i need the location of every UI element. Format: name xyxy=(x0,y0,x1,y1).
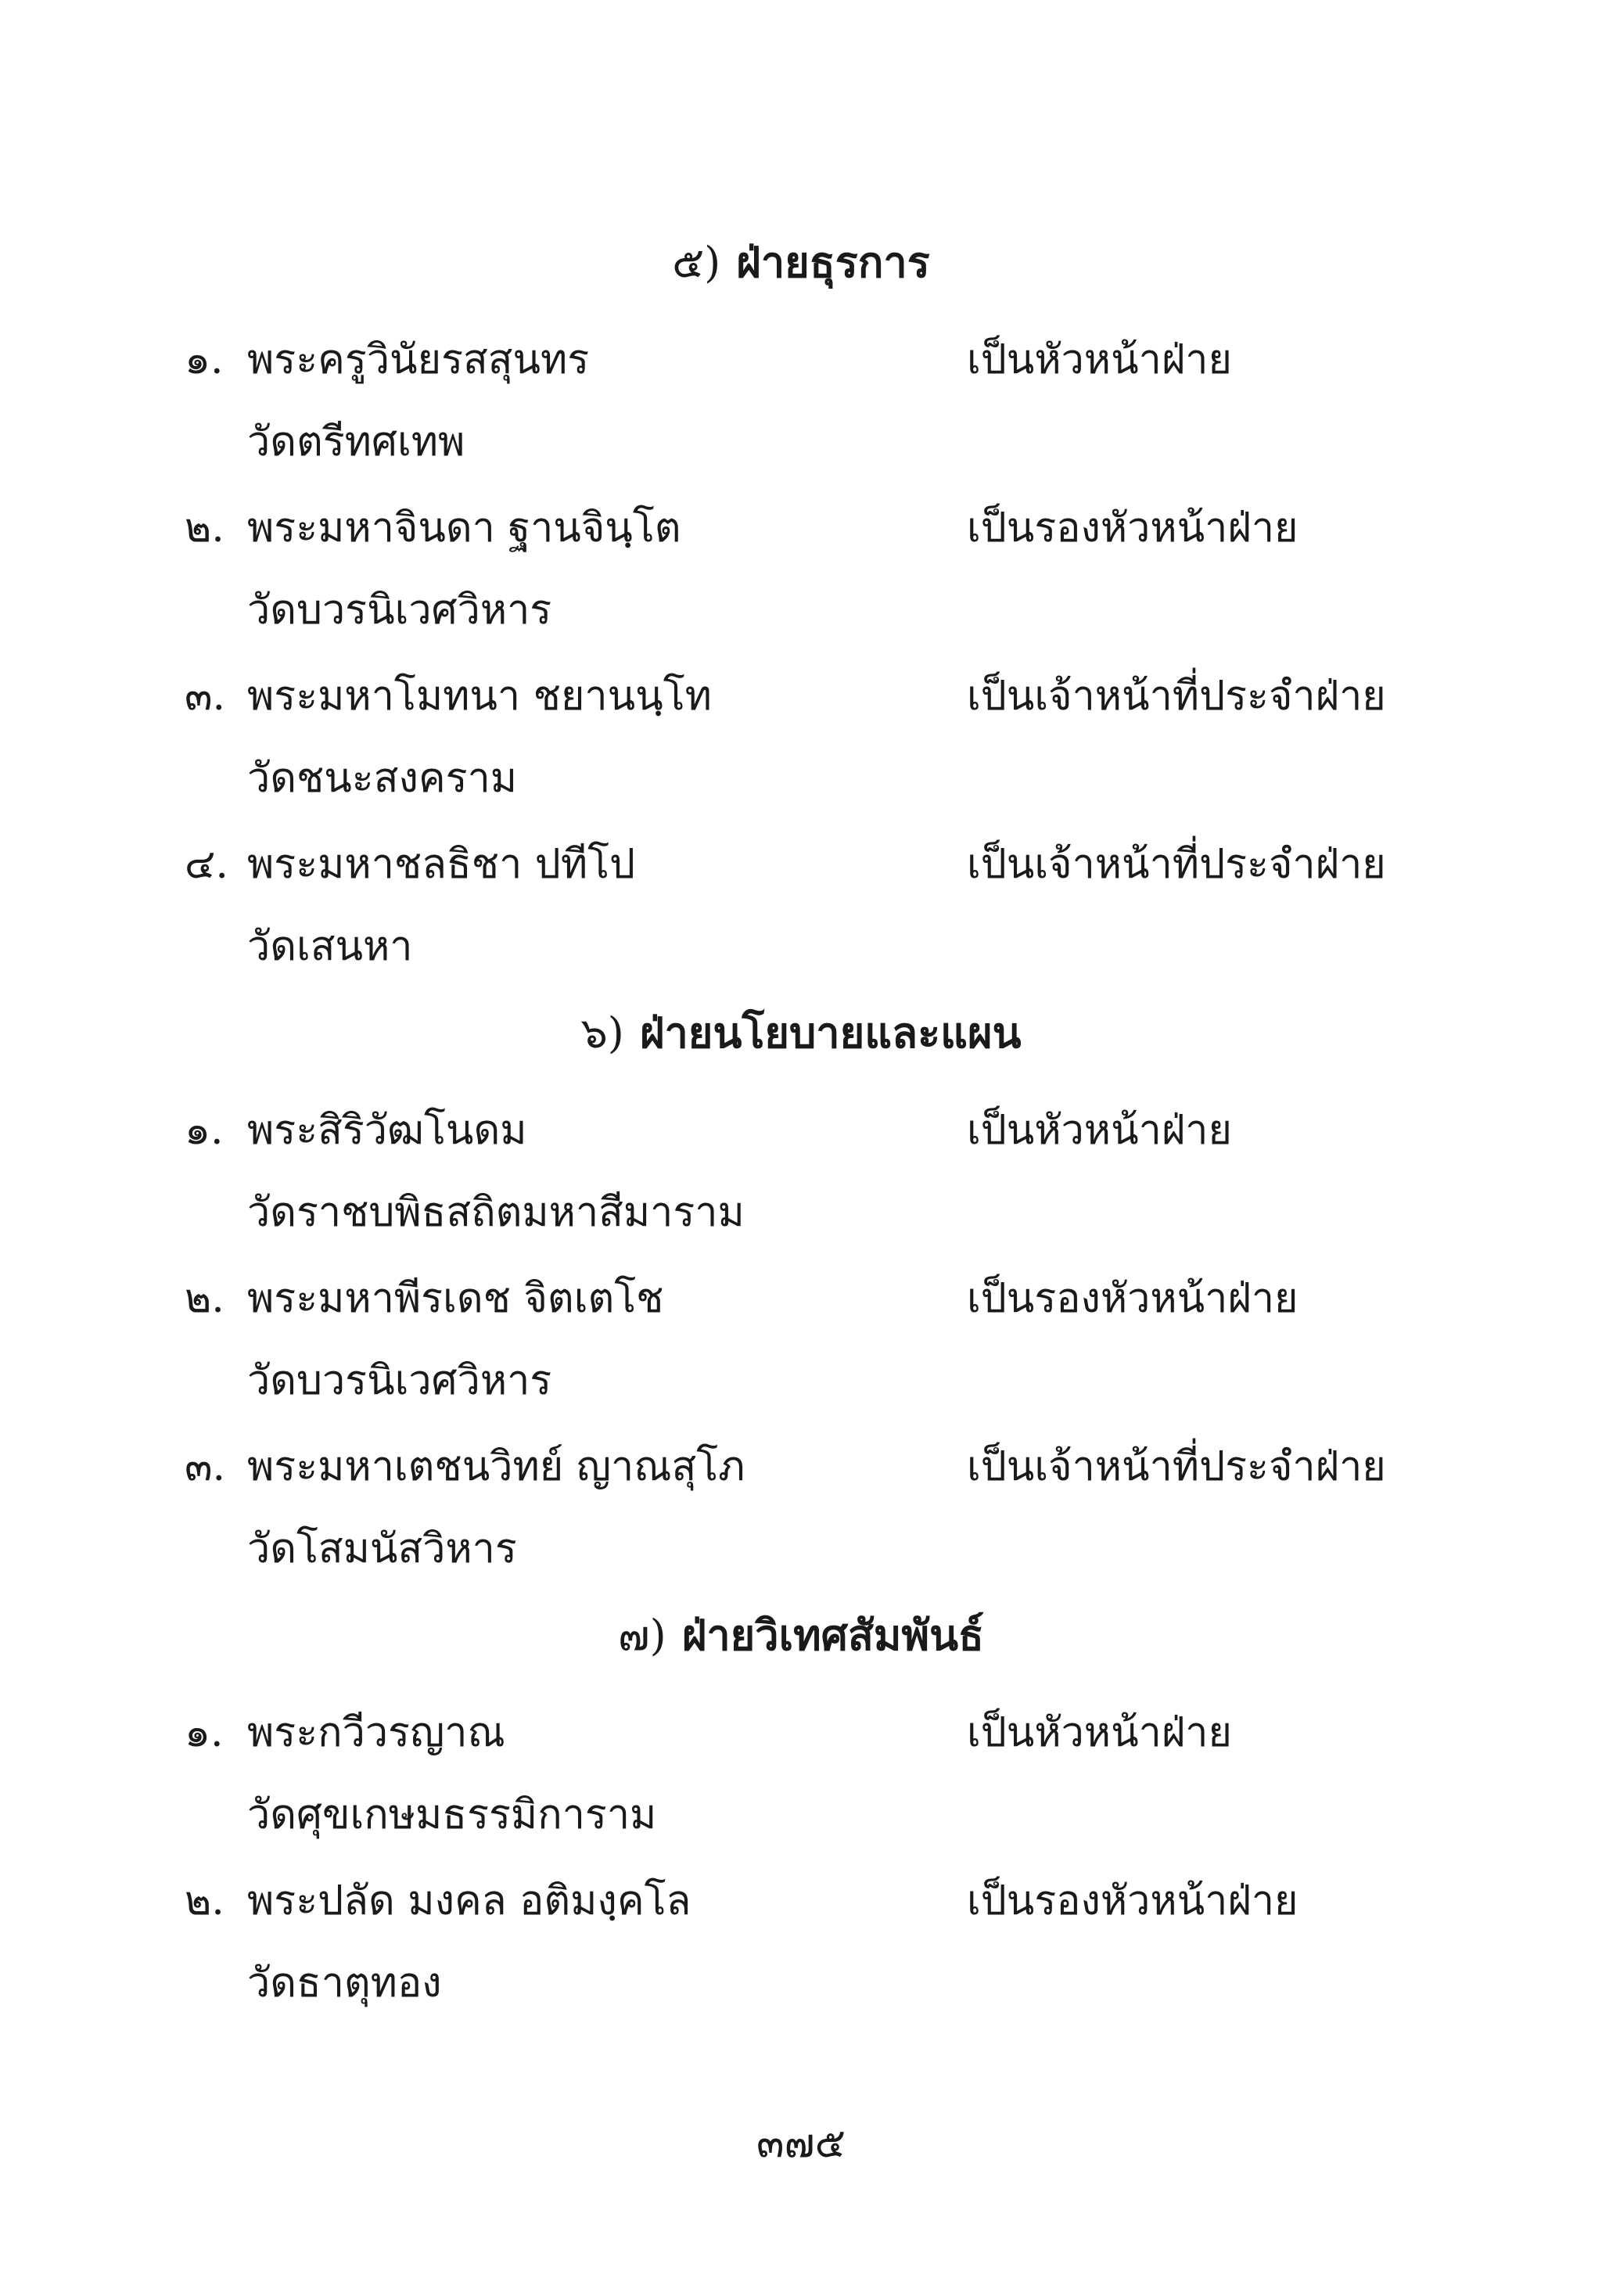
section-number: ๗) xyxy=(618,1611,666,1660)
entry-name: พระสิริวัฒโนดม xyxy=(247,1107,527,1154)
entry-temple: วัดบวรนิเวศวิหาร xyxy=(247,587,552,634)
entry-role: เป็นหัวหน้าฝ่าย xyxy=(967,1107,1232,1154)
list-item xyxy=(0,1870,1602,2034)
entry-temple: วัดเสนหา xyxy=(247,923,413,970)
section-title: ฝ่ายธุรการ xyxy=(736,237,930,287)
entry-role: เป็นเจ้าหน้าที่ประจำฝ่าย xyxy=(967,1443,1386,1490)
entry-number: ๑. xyxy=(185,1107,224,1154)
list-item xyxy=(0,1099,1602,1263)
entry-name: พระครูวินัยรสสุนทร xyxy=(247,336,590,383)
entry-role: เป็นเจ้าหน้าที่ประจำฝ่าย xyxy=(967,841,1386,888)
entry-number: ๒. xyxy=(185,505,224,552)
entry-name: พระกวีวรญาณ xyxy=(247,1709,505,1756)
entry-name: พระมหาจินดา ฐานจินฺโต xyxy=(247,505,681,552)
section-title: ฝ่ายวิเทศสัมพันธ์ xyxy=(681,1610,984,1660)
entry-number: ๓. xyxy=(185,673,226,720)
entry-name: พระปลัด มงคล อติมงฺคโล xyxy=(247,1877,691,1924)
entry-temple: วัดชนะสงคราม xyxy=(247,755,518,802)
section-heading xyxy=(0,231,1602,294)
entry-role: เป็นรองหัวหน้าฝ่าย xyxy=(967,1877,1298,1924)
list-item xyxy=(0,329,1602,493)
entry-temple: วัดศุขเกษมธรรมิการาม xyxy=(247,1791,657,1838)
list-item xyxy=(0,1267,1602,1432)
entry-name: พระมหาเตชนวิทย์ ญาณสุโภ xyxy=(247,1443,745,1490)
entry-role: เป็นหัวหน้าฝ่าย xyxy=(967,1709,1232,1756)
list-item xyxy=(0,665,1602,829)
list-item xyxy=(0,497,1602,661)
list-item xyxy=(0,1435,1602,1600)
entry-temple: วัดตรีทศเทพ xyxy=(247,419,465,465)
entry-temple: วัดธาตุทอง xyxy=(247,1960,442,2007)
section-number: ๕) xyxy=(672,238,721,287)
section-heading xyxy=(0,1604,1602,1667)
section-heading xyxy=(0,1001,1602,1065)
entry-name: พระมหาโมทนา ชยานนฺโท xyxy=(247,673,712,720)
section-title: ฝ่ายนโยบายและแผน xyxy=(639,1008,1022,1058)
entry-temple: วัดบวรนิเวศวิหาร xyxy=(247,1357,552,1404)
entry-role: เป็นเจ้าหน้าที่ประจำฝ่าย xyxy=(967,673,1386,720)
entry-number: ๑. xyxy=(185,336,224,383)
entry-role: เป็นหัวหน้าฝ่าย xyxy=(967,336,1232,383)
section-number: ๖) xyxy=(580,1008,624,1058)
entry-number: ๔. xyxy=(185,841,228,888)
entry-name: พระมหาพีรเดช จิตเตโช xyxy=(247,1275,664,1322)
entry-name: พระมหาชลธิชา ปทีโป xyxy=(247,841,636,888)
list-item xyxy=(0,1701,1602,1866)
entry-number: ๒. xyxy=(185,1877,224,1924)
entry-temple: วัดราชบพิธสถิตมหาสีมาราม xyxy=(247,1189,745,1236)
list-item xyxy=(0,833,1602,997)
page-number: ๓๗๕ xyxy=(756,2120,846,2167)
entry-number: ๑. xyxy=(185,1709,224,1756)
entry-temple: วัดโสมนัสวิหาร xyxy=(247,1525,517,1572)
entry-role: เป็นรองหัวหน้าฝ่าย xyxy=(967,1275,1298,1322)
entry-role: เป็นรองหัวหน้าฝ่าย xyxy=(967,505,1298,552)
entry-number: ๒. xyxy=(185,1275,224,1322)
entry-number: ๓. xyxy=(185,1443,226,1490)
